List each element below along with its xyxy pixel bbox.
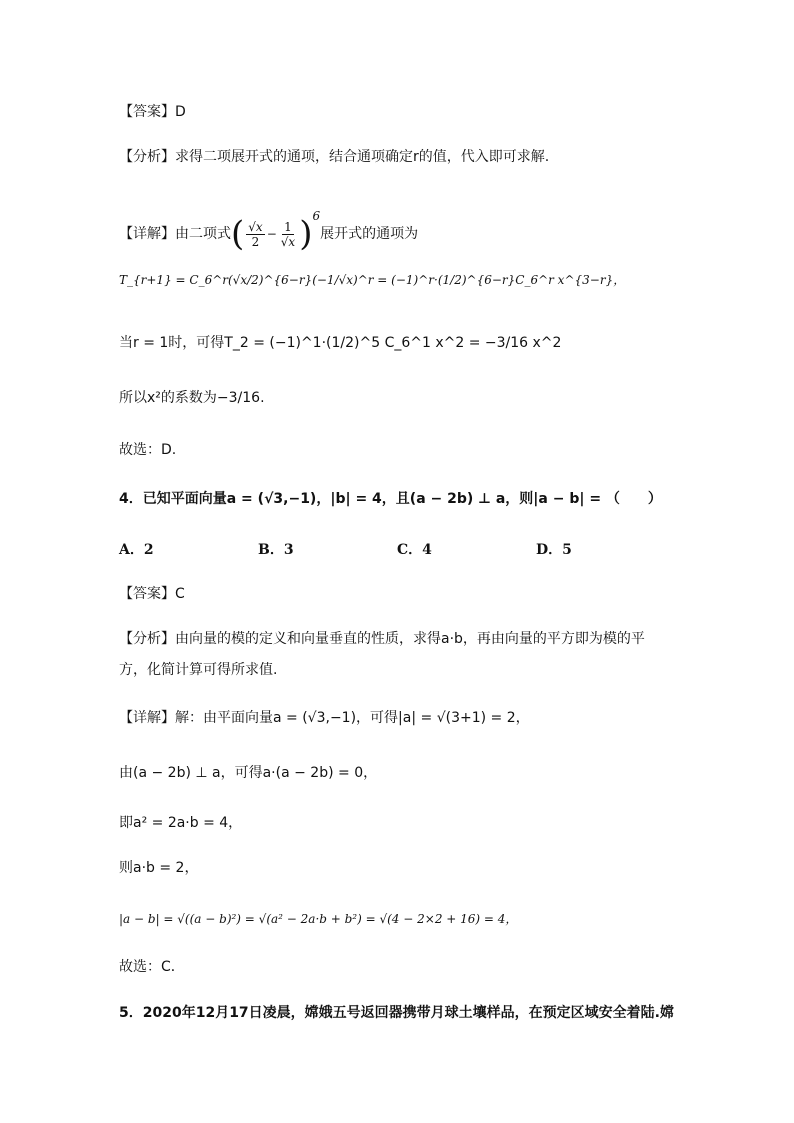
- q4-option-a: A．2: [119, 542, 154, 558]
- q4-stem: 4．已知平面向量a = (√3,−1)，|b| = 4，且(a − 2b) ⊥ a，则|a − b| = （ ）: [119, 491, 662, 507]
- q3-answer: 【答案】D: [119, 104, 186, 120]
- q4-choose: 故选：C．: [119, 959, 185, 975]
- q3-detail-prefix: 【详解】由二项式: [119, 226, 231, 242]
- q4-analysis-line2: 方，化简计算可得所求值.: [119, 662, 278, 678]
- q4-detail-2: 由(a − 2b) ⊥ a，可得a·(a − 2b) = 0，: [119, 765, 378, 781]
- q3-coefficient: 所以x²的系数为−3/16.: [119, 390, 265, 406]
- q4-answer: 【答案】C: [119, 586, 185, 602]
- q4-option-c: C．4: [397, 542, 432, 558]
- q4-detail-3: 即a² = 2a·b = 4，: [119, 815, 243, 831]
- q3-analysis: 【分析】求得二项展开式的通项，结合通项确定r的值，代入即可求解.: [119, 149, 550, 165]
- q4-analysis-line1: 【分析】由向量的模的定义和向量垂直的性质，求得a·b，再由向量的平方即为模的平: [119, 631, 645, 647]
- q4-option-d: D．5: [536, 542, 572, 558]
- q3-detail-suffix: 展开式的通项为: [320, 226, 419, 242]
- q3-detail: 【详解】由二项式( $\frac{√x}{2}$ − $\frac{1}{√x}$ )$^6$展开式的通项为: [119, 209, 419, 254]
- q4-detail-1: 【详解】解：由平面向量a = (√3,−1)，可得|a| = √(3+1) = 2，: [119, 710, 530, 726]
- q4-option-b: B．3: [258, 542, 294, 558]
- q3-when-r1: 当r = 1时，可得T_2 = (−1)^1·(1/2)^5 C_6^1 x^2 = −3/16 x^2: [119, 335, 562, 351]
- q4-detail-4: 则a·b = 2，: [119, 860, 199, 876]
- q5-stem: 5．2020年12月17日凌晨，嫦娥五号返回器携带月球土壤样品，在预定区域安全着陆.嫦: [119, 1005, 674, 1021]
- q3-general-term: T_{r+1} = C_6^r(√x/2)^{6−r}(−1/√x)^r = (−1)^r·(1/2)^{6−r}C_6^r x^{3−r}，: [119, 273, 626, 287]
- q3-choose: 故选：D.: [119, 442, 177, 458]
- binomial-expression: (: [231, 214, 245, 254]
- q4-detail-5: |a − b| = √((a − b)²) = √(a² − 2a·b + b²) = √(4 − 2×2 + 16) = 4，: [119, 912, 518, 926]
